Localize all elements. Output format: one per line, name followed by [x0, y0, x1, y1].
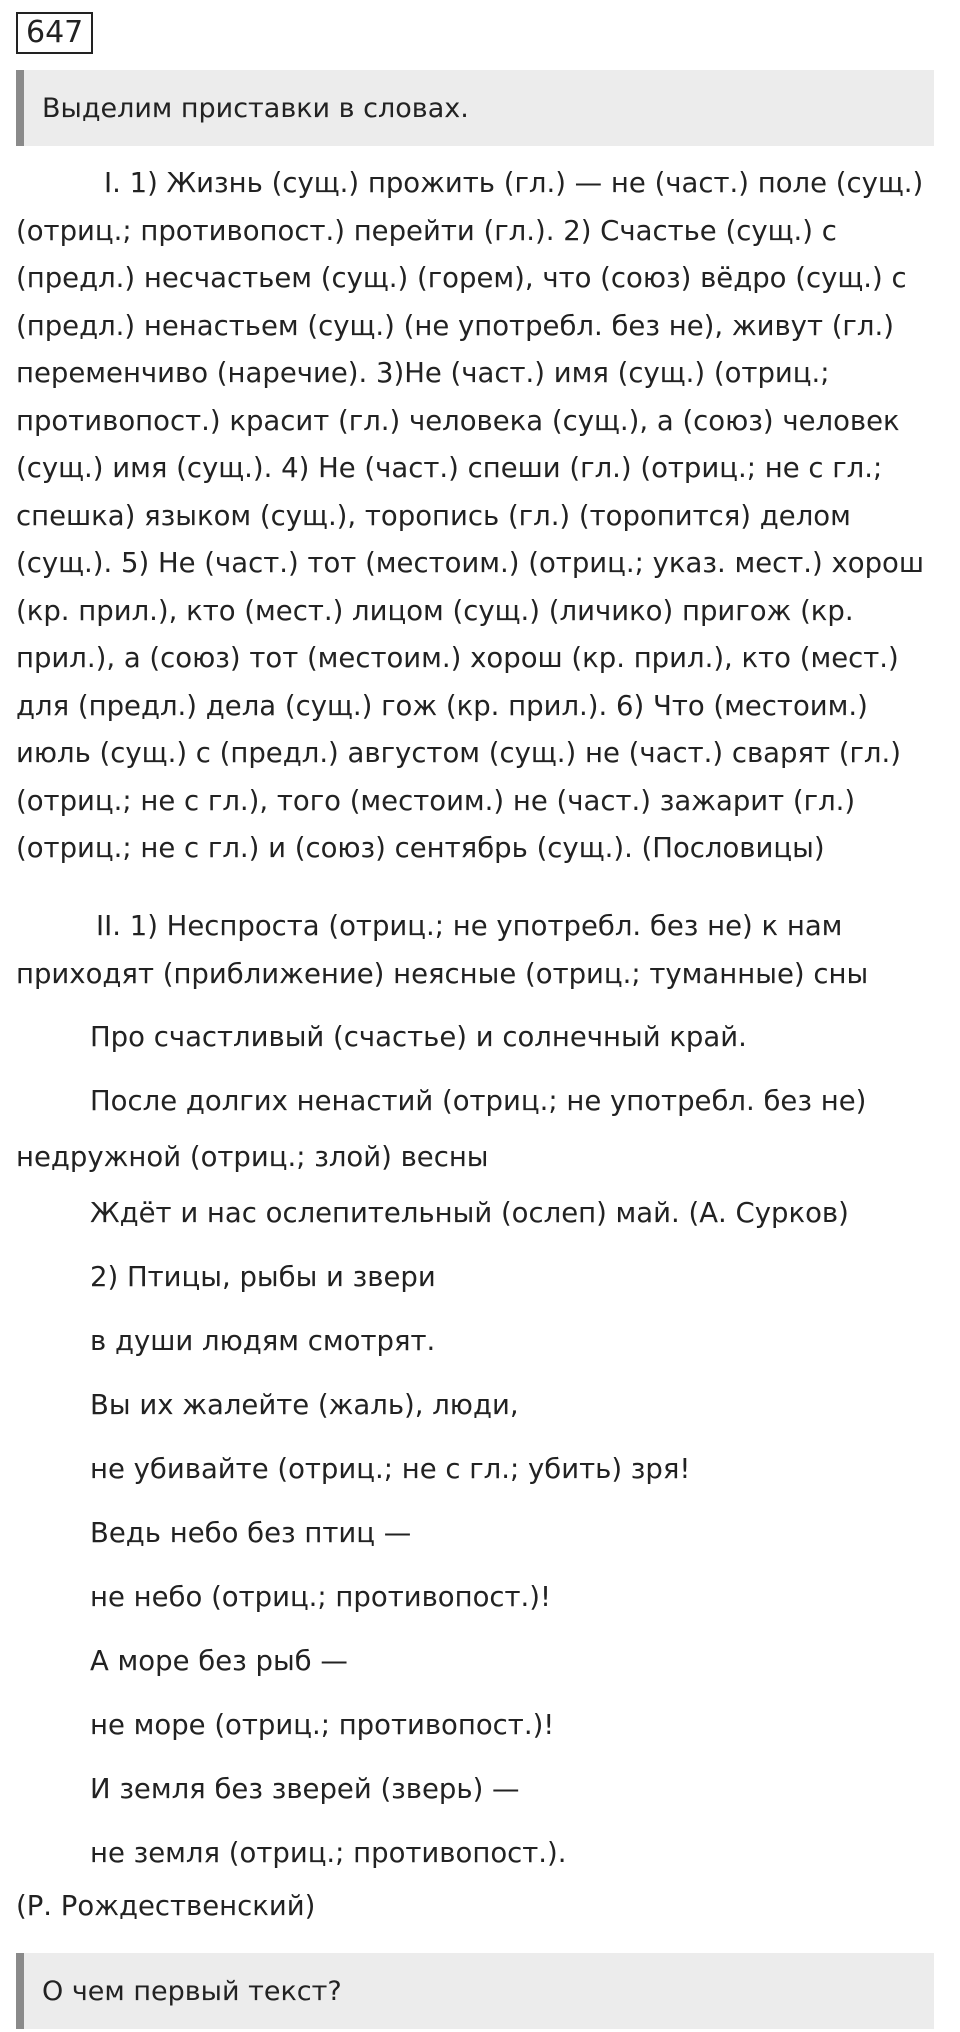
- part1-line: (сущ.) имя (сущ.). 4) Не (част.) спеши (гл.) (отриц.; не с гл.;: [16, 452, 883, 484]
- task-text: Выделим приставки в словах.: [42, 92, 469, 124]
- poem-line: не море (отриц.; противопост.)!: [90, 1709, 555, 1741]
- poem-line: не небо (отриц.; противопост.)!: [90, 1581, 552, 1613]
- poem-line: недружной (отриц.; злой) весны: [16, 1141, 489, 1173]
- task-banner: [16, 70, 934, 146]
- part1-line: спешка) языком (сущ.), торопись (гл.) (торопится) делом: [16, 499, 851, 532]
- part1-line: переменчиво (наречие). 3)Не (част.) имя (сущ.) (отриц.;: [16, 357, 830, 389]
- poem-line: 2) Птицы, рыбы и звери: [90, 1261, 436, 1293]
- part1-line: июль (сущ.) с (предл.) августом (сущ.) не (част.) сварят (гл.): [16, 737, 901, 769]
- part2-intro: [16, 903, 946, 998]
- part1-line: (сущ.). 5) Не (част.) тот (местоим.) (отриц.; указ. мест.) хорош: [16, 547, 925, 579]
- part1-line: для (предл.) дела (сущ.) гож (кр. прил.). 6) Что (местоим.): [16, 689, 868, 722]
- poem-line: После долгих ненастий (отриц.; не употребл. без не): [90, 1085, 867, 1117]
- poem-line: Про счастливый (счастье) и солнечный край.: [90, 1021, 747, 1053]
- part1-line: (отриц.; противопост.) перейти (гл.). 2) Счастье (сущ.) с: [16, 214, 837, 247]
- question-banner: [16, 1953, 934, 2029]
- poem-line: Ждёт и нас ослепительный (ослеп) май. (А. Сурков): [90, 1197, 849, 1229]
- poem-line: И земля без зверей (зверь) —: [90, 1773, 520, 1805]
- part2-line: II. 1) Неспроста (отриц.; не употребл. без не) к нам: [96, 910, 843, 942]
- part1-line: (отриц.; не с гл.), того (местоим.) не (част.) зажарит (гл.): [16, 784, 856, 817]
- poem-line: Вы их жалейте (жаль), люди,: [90, 1389, 519, 1421]
- poem-author: (Р. Рождественский): [16, 1890, 316, 1922]
- poem: [16, 1005, 867, 1885]
- poem-line: не земля (отриц.; противопост.).: [90, 1837, 567, 1869]
- part1-line: (предл.) ненастьем (сущ.) (не употребл. без не), живут (гл.): [16, 309, 894, 342]
- question-text: О чем первый текст?: [42, 1975, 342, 2007]
- exercise-number: 647: [16, 12, 93, 54]
- part1-line: I. 1) Жизнь (сущ.) прожить (гл.) — не (част.) поле (сущ.): [104, 167, 924, 199]
- part1-line: (отриц.; не с гл.) и (союз) сентябрь (сущ.). (Пословицы): [16, 832, 825, 864]
- part1-line: противопост.) красит (гл.) человека (сущ.), а (союз) человек: [16, 404, 900, 437]
- poem-line: А море без рыб —: [90, 1645, 348, 1677]
- part1-line: прил.), а (союз) тот (местоим.) хорош (кр. прил.), кто (мест.): [16, 642, 899, 674]
- poem-line: не убивайте (отриц.; не с гл.; убить) зря!: [90, 1453, 691, 1485]
- part2-line: приходят (приближение) неясные (отриц.; туманные) сны: [16, 957, 869, 990]
- poem-line: Ведь небо без птиц —: [90, 1517, 412, 1549]
- part1-line: (предл.) несчастьем (сущ.) (горем), что (союз) вёдро (сущ.) с: [16, 262, 907, 294]
- poem-line: в души людям смотрят.: [90, 1325, 436, 1357]
- part1-text: [16, 160, 946, 873]
- part1-line: (кр. прил.), кто (мест.) лицом (сущ.) (личико) пригож (кр.: [16, 594, 854, 627]
